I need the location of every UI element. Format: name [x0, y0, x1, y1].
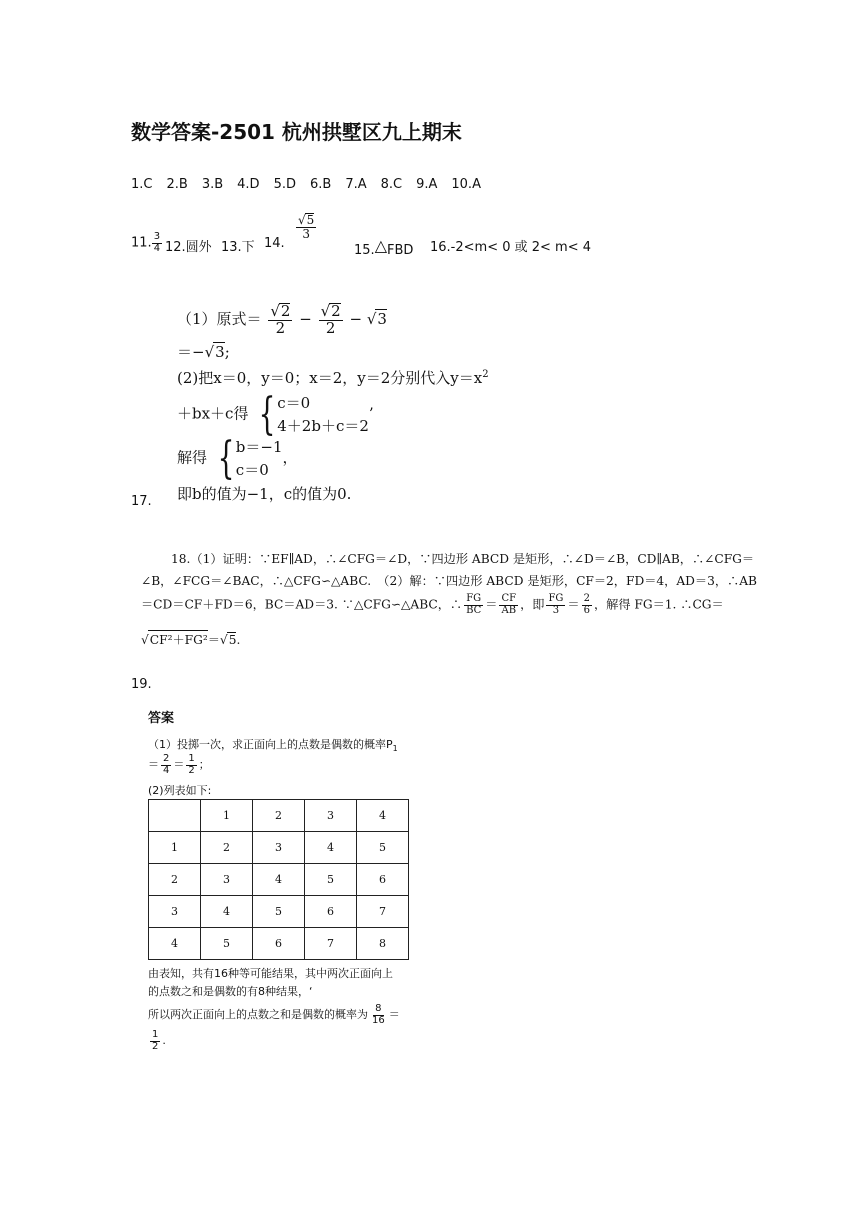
- fraction: [499, 594, 518, 616]
- numerator: √2: [320, 302, 341, 320]
- q18-line3: [141, 594, 724, 616]
- table-cell: 3: [253, 832, 305, 864]
- q19-p2-end: ；: [198, 758, 210, 771]
- equals: ＝: [173, 758, 185, 771]
- operator: −: [299, 309, 312, 328]
- numerator: FG: [466, 593, 482, 604]
- period: .: [236, 633, 241, 647]
- denominator: 3: [552, 604, 560, 616]
- mc-answer: 6.B: [309, 177, 332, 192]
- numerator: √2: [270, 302, 291, 320]
- q18-l3-c: ，解得 FG＝1. ∴CG＝: [593, 597, 724, 612]
- q18-line1: 18.（1）证明：∵EF∥AD，∴∠CFG＝∠D，∵四边形 ABCD 是矩形，∴∠D＝∠B，CD∥AB，∴∠CFG＝: [171, 552, 755, 566]
- table-cell: 7: [305, 928, 357, 960]
- denominator: 2: [152, 1040, 159, 1052]
- fraction: [150, 1030, 160, 1052]
- table-row: [149, 896, 409, 928]
- mc-answer: 7.A: [345, 177, 367, 192]
- left-brace: {: [258, 388, 276, 440]
- table-row: [149, 832, 409, 864]
- radicand: 3: [215, 343, 225, 361]
- mc-answer: 9.A: [416, 177, 438, 192]
- q18-line4: √CF²＋FG²＝√5.: [141, 630, 240, 648]
- denominator: BC: [466, 604, 482, 616]
- table-cell: 6: [253, 928, 305, 960]
- fraction: [319, 303, 343, 337]
- numerator: FG: [548, 593, 564, 604]
- q19-p6-text: 所以两次正面向上的点数之和是偶数的概率为: [148, 1008, 368, 1021]
- q18-l3-b: ，即: [520, 597, 545, 612]
- denominator: 16: [372, 1014, 385, 1026]
- mc-answers-row: [131, 177, 495, 192]
- numerator: √5: [298, 213, 315, 227]
- equals: ＝: [388, 1008, 400, 1021]
- table-cell: 4: [201, 896, 253, 928]
- q19-number: 19.: [131, 677, 152, 692]
- q17-number: 17.: [131, 494, 152, 509]
- q12-answer: 12.圆外: [165, 240, 212, 255]
- table-cell: 3: [305, 800, 357, 832]
- table-cell: [149, 800, 201, 832]
- equals: ＝: [567, 597, 580, 612]
- fraction: [186, 754, 196, 776]
- q17-line3: [177, 367, 489, 388]
- table-cell: 2: [253, 800, 305, 832]
- mc-answer: 2.B: [166, 177, 188, 192]
- q19-p4: 由表知，共有16种等可能结果，其中两次正面向上: [148, 967, 393, 980]
- q14-frac: [296, 213, 316, 240]
- numerator: 8: [375, 1003, 382, 1014]
- q17-line4: [177, 388, 374, 440]
- q17-l1-prefix: （1）原式＝: [177, 309, 262, 328]
- radicand: 5: [228, 633, 237, 647]
- table-row: [149, 928, 409, 960]
- q11-label: 11.: [131, 235, 152, 251]
- equals: ＝: [207, 633, 220, 647]
- mc-answer: 1.C: [131, 177, 153, 192]
- table-cell: 4: [149, 928, 201, 960]
- denominator: 3: [302, 226, 310, 241]
- q16-answer: 16.-2<m< 0 或 2< m< 4: [430, 240, 592, 255]
- table-cell: 2: [201, 832, 253, 864]
- radicand: 2: [280, 302, 291, 320]
- q19-heading: 答案: [148, 711, 175, 726]
- table-cell: 6: [305, 896, 357, 928]
- q19-p2: [148, 754, 210, 776]
- fraction: [161, 754, 171, 776]
- equation-system: [212, 432, 283, 484]
- table-row: [149, 800, 409, 832]
- table-cell: 3: [201, 864, 253, 896]
- radicand: 3: [377, 309, 387, 328]
- table-cell: 3: [149, 896, 201, 928]
- page-title: 数学答案-2501 杭州拱墅区九上期末: [131, 120, 462, 144]
- numerator: 2: [583, 593, 590, 604]
- table-cell: 8: [357, 928, 409, 960]
- sqrt-term: √3: [366, 309, 387, 328]
- table-cell: 4: [357, 800, 409, 832]
- fraction: [268, 303, 292, 337]
- q17-l4-prefix: ＋bx＋c得: [177, 404, 249, 423]
- q17-l3-text: (2)把x＝0，y＝0；x＝2，y＝2分别代入y＝x: [177, 369, 483, 387]
- q13-answer: 13.下: [221, 240, 255, 255]
- radicand: 2: [331, 302, 341, 320]
- fraction: [370, 1004, 387, 1026]
- denominator: 2: [188, 764, 195, 776]
- table-cell: 7: [357, 896, 409, 928]
- q15-label: 15.: [354, 243, 375, 258]
- denominator: 6: [583, 604, 590, 616]
- table-cell: 5: [357, 832, 409, 864]
- operator: −: [349, 309, 363, 328]
- q17-l5-end: ，: [282, 448, 298, 467]
- q11-fraction: [152, 232, 162, 254]
- mc-answer: 8.C: [380, 177, 403, 192]
- table-cell: 5: [201, 928, 253, 960]
- equals: ＝: [148, 758, 159, 771]
- fraction: [464, 594, 483, 616]
- q17-line1: [177, 303, 387, 337]
- q15-text: FBD: [387, 243, 414, 258]
- table-cell: 6: [357, 864, 409, 896]
- numerator: 2: [163, 753, 170, 764]
- fraction: [546, 594, 565, 616]
- radicand: 5: [306, 213, 315, 227]
- table-cell: 1: [201, 800, 253, 832]
- table-cell: 1: [149, 832, 201, 864]
- q17-l5-prefix: 解得: [177, 448, 208, 467]
- table-row: [149, 864, 409, 896]
- denominator: 4: [163, 764, 170, 776]
- system-row: 4＋2b＋c＝2: [277, 416, 369, 435]
- q17-l2-end: ;: [224, 343, 230, 361]
- q18-l3-a: ＝CD＝CF＋FD＝6，BC＝AD＝3. ∵△CFG∽△ABC，∴: [141, 597, 463, 612]
- triangle-icon: △: [374, 236, 387, 255]
- left-brace: {: [217, 432, 235, 484]
- denominator: 2: [325, 318, 336, 337]
- equals: ＝: [485, 597, 498, 612]
- mc-answer: 5.D: [273, 177, 296, 192]
- period: .: [162, 1034, 166, 1047]
- q17-line6: 即b的值为−1，c的值为0.: [177, 485, 352, 503]
- q19-p5: 的点数之和是偶数的有8种结果，‘: [148, 985, 313, 998]
- q19-p6: [148, 1004, 400, 1026]
- subscript: 1: [392, 744, 398, 754]
- q17-line5: [177, 432, 298, 484]
- q19-p1: [148, 736, 398, 753]
- q19-p1-text: （1）投掷一次，求正面向上的点数是偶数的概率P: [148, 738, 393, 751]
- q17-l2-prefix: ＝−: [177, 343, 205, 361]
- q15-answer: [354, 236, 413, 258]
- equation-system: [253, 388, 369, 440]
- fraction: [582, 594, 592, 616]
- mc-answer: 4.D: [237, 177, 260, 192]
- q17-line2: ＝−√3;: [177, 343, 230, 361]
- radicand: CF²＋FG²: [148, 630, 208, 648]
- system-row: c＝0: [277, 394, 311, 412]
- mc-answer: 3.B: [201, 177, 224, 192]
- table-cell: 4: [253, 864, 305, 896]
- dice-sum-table: [148, 799, 409, 960]
- table-cell: 2: [149, 864, 201, 896]
- system-row: b＝−1: [235, 438, 283, 456]
- exponent: 2: [482, 369, 489, 380]
- numerator: 1: [188, 753, 195, 764]
- table-cell: 5: [253, 896, 305, 928]
- q19-p3: (2)列表如下:: [148, 784, 212, 797]
- denominator: 2: [275, 318, 286, 337]
- q19-p7: [148, 1030, 166, 1052]
- denominator: AB: [501, 604, 517, 616]
- q18-line2: ∠B，∠FCG＝∠BAC，∴△CFG∽△ABC. （2）解：∵四边形 ABCD 是矩形，CF＝2，FD＝4，AD＝3，∴AB: [141, 574, 757, 588]
- q11-answer: [131, 232, 164, 254]
- numerator: 3: [153, 231, 161, 242]
- mc-answer: 10.A: [451, 177, 481, 192]
- q17-l4-end: ’: [368, 404, 374, 423]
- denominator: 4: [153, 242, 161, 254]
- numerator: CF: [501, 593, 517, 604]
- table-cell: 5: [305, 864, 357, 896]
- system-row: c＝0: [235, 460, 269, 479]
- numerator: 1: [152, 1029, 159, 1040]
- table-cell: 4: [305, 832, 357, 864]
- q14-label: 14.: [264, 236, 285, 251]
- q14-fraction: [294, 213, 318, 240]
